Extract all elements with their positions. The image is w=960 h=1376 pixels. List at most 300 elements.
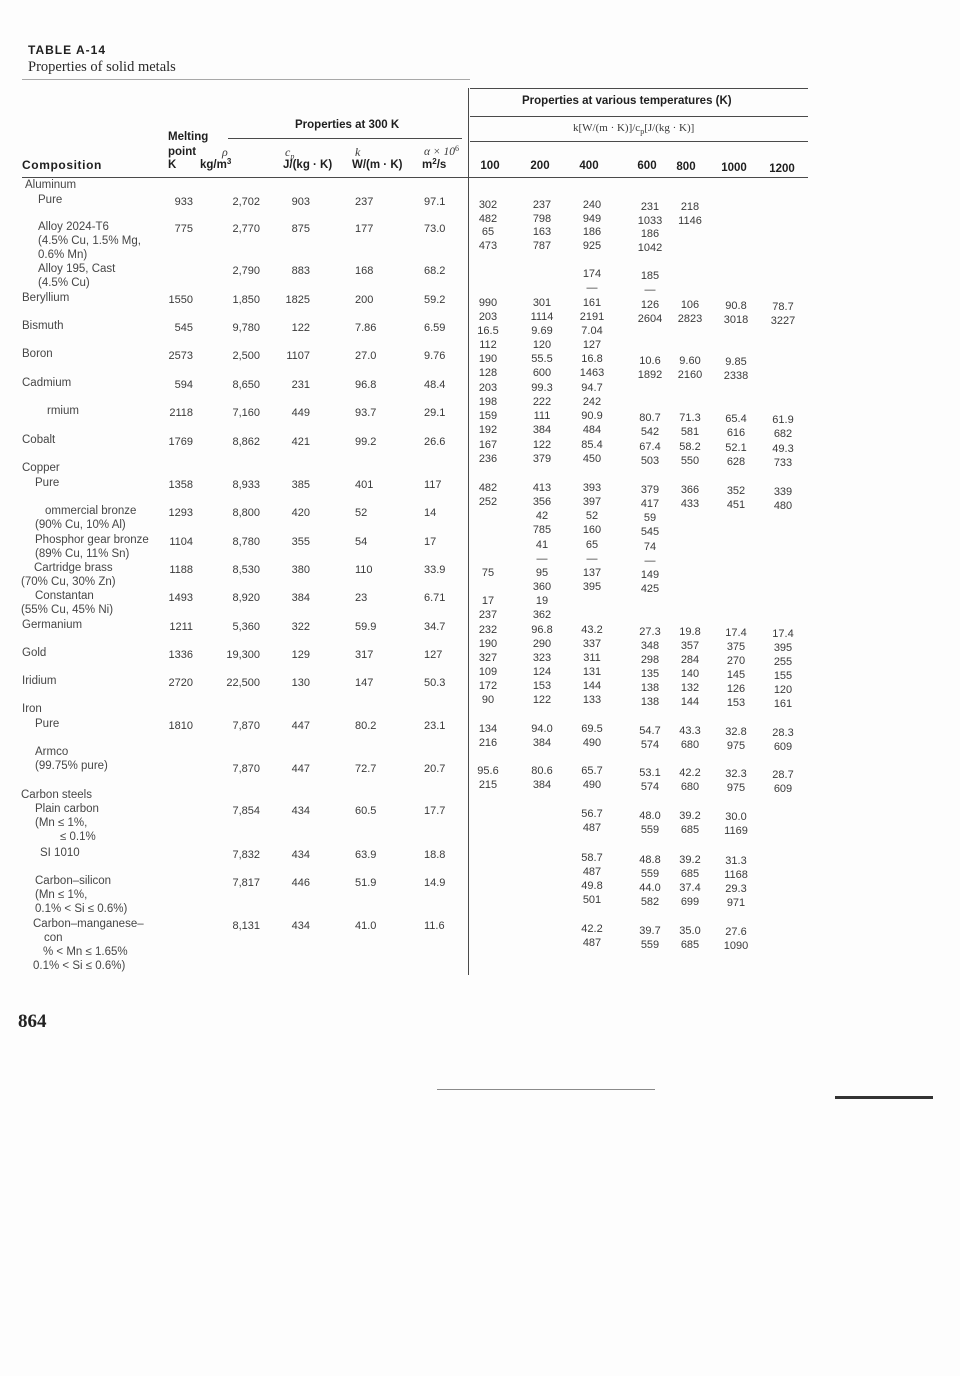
cell-melting-point: 2118 [169,407,193,419]
cell-k-at-temperature: 167 [478,439,498,451]
cell-thermal-diffusivity: 97.1 [424,196,446,208]
cell-melting-point: 1769 [168,436,193,448]
cell-cp-at-temperature: 1169 [724,825,748,837]
cell-density: 7,870 [232,720,260,732]
cell-density: 22,500 [226,677,260,689]
cell-cp-at-temperature: 237 [478,609,498,621]
cell-cp-at-temperature: 925 [582,240,602,252]
temperatures-top-rule [470,88,808,89]
row-label: 0.1% < Si ≤ 0.6%) [35,903,128,915]
cell-k-at-temperature: 190 [478,353,498,365]
row-label: Pure [35,718,60,730]
cell-cp-at-temperature: 1090 [723,940,749,952]
cell-cp-at-temperature: 160 [582,524,602,536]
cell-specific-heat: 129 [291,649,310,661]
row-label: (55% Cu, 45% Ni) [21,604,114,616]
row-label: (90% Cu, 10% Al) [35,519,126,531]
cell-thermal-diffusivity: 6.59 [424,322,446,334]
cell-k-at-temperature: 10.6 [639,355,661,367]
cell-cp-at-temperature: 482 [478,213,498,225]
temperature-header-100: 100 [480,160,500,172]
cell-cp-at-temperature: 559 [640,939,660,951]
cell-density: 9,780 [232,322,260,334]
row-label: (4.5% Cu) [38,277,90,289]
row-label: Bismuth [22,320,64,332]
table-caption: Properties of solid metals [28,59,176,75]
cell-cp-at-temperature: 501 [582,894,602,906]
cell-k-at-temperature: 43.3 [679,725,701,737]
row-label: rmium [47,405,79,417]
cell-specific-heat: 380 [291,564,310,576]
row-label: 0.1% < Si ≤ 0.6%) [33,960,126,972]
melting-header-line1: Melting [168,131,209,143]
cell-thermal-conductivity: 72.7 [355,763,377,775]
row-label: Cobalt [22,434,56,446]
specific-heat-symbol [285,145,294,159]
cell-specific-heat: 1825 [285,294,310,306]
cell-k-at-temperature: 71.3 [679,412,701,424]
cell-cp-at-temperature: 699 [680,896,700,908]
cell-cp-at-temperature: — [536,553,548,565]
cell-cp-at-temperature: 971 [726,897,746,909]
cell-cp-at-temperature: 384 [532,424,552,436]
row-label: Carbon–manganese– [33,918,144,930]
cell-cp-at-temperature: 153 [726,697,746,709]
cell-thermal-conductivity: 110 [355,564,373,576]
cell-cp-at-temperature: 357 [680,640,700,652]
diffusivity-unit [422,158,446,172]
cell-cp-at-temperature: 2823 [677,313,703,325]
cell-k-at-temperature: 126 [640,299,660,311]
cell-cp-at-temperature: 128 [478,367,498,379]
cell-k-at-temperature: 255 [773,656,793,668]
cell-k-at-temperature: 323 [532,652,552,664]
temperatures-quantity-sub: p [640,127,645,136]
cell-k-at-temperature: 95 [535,567,549,579]
cell-k-at-temperature: 240 [582,199,602,211]
cell-k-at-temperature: 163 [532,226,552,238]
cell-thermal-conductivity: 177 [355,223,374,235]
cell-k-at-temperature: 111 [533,410,551,422]
temperatures-quantity-cp: [J/(kg · K)] [644,122,695,134]
cell-specific-heat: 231 [291,379,310,391]
cell-specific-heat: 434 [291,920,310,932]
cell-k-at-temperature: 94.0 [531,723,553,735]
cell-k-at-temperature: 27.3 [639,626,661,638]
cell-k-at-temperature: 48.0 [639,810,661,822]
cell-k-at-temperature: 65.4 [725,413,747,425]
composition-header: Composition [22,158,102,172]
cell-cp-at-temperature: 609 [773,783,793,795]
cell-k-at-temperature: 16.8 [581,353,603,365]
cell-density: 5,360 [232,621,260,633]
cell-thermal-diffusivity: 34.7 [424,621,446,633]
temperature-header-1200: 1200 [769,163,795,175]
cell-k-at-temperature: 17 [481,595,495,607]
section-heading: Copper [22,462,60,474]
cell-cp-at-temperature: 2604 [637,313,663,325]
temperatures-quantity-rule [470,141,808,142]
cell-k-at-temperature: 203 [478,382,498,394]
cell-k-at-temperature: 186 [640,228,660,240]
cell-melting-point: 1550 [168,294,193,306]
cell-k-at-temperature: 17.4 [772,628,794,640]
cell-thermal-conductivity: 59.9 [355,621,377,633]
specific-heat-symbol-base: c [285,145,291,159]
cell-specific-heat: 875 [291,223,310,235]
cell-density: 8,650 [232,379,260,391]
cell-cp-at-temperature: 360 [532,581,552,593]
cell-k-at-temperature: 48.8 [639,854,661,866]
cell-density: 8,862 [232,436,260,448]
cell-melting-point: 1493 [168,592,193,604]
temperature-header-800: 800 [676,161,696,173]
cell-thermal-diffusivity: 6.71 [424,592,446,604]
cell-k-at-temperature: 174 [582,268,602,280]
cell-k-at-temperature: 94.7 [581,382,603,394]
cell-thermal-diffusivity: 50.3 [424,677,446,689]
cell-specific-heat: 122 [291,322,310,334]
cell-specific-heat: 883 [291,265,310,277]
row-label: (4.5% Cu, 1.5% Mg, [38,235,141,247]
cell-k-at-temperature: 58.7 [581,852,603,864]
cell-k-at-temperature: 49.3 [772,443,794,455]
cell-melting-point: 2720 [168,677,193,689]
cell-density: 7,817 [232,877,260,889]
row-label: Carbon–silicon [35,875,112,887]
cell-k-at-temperature: 120 [773,684,793,696]
cell-thermal-conductivity: 96.8 [355,379,377,391]
cell-cp-at-temperature: 582 [640,896,660,908]
cell-cp-at-temperature: 1892 [637,369,663,381]
melting-header-unit: K [168,159,177,171]
cell-cp-at-temperature: 545 [640,526,660,538]
cell-thermal-conductivity: 237 [355,196,374,208]
cell-density: 19,300 [226,649,260,661]
specific-heat-symbol-sub: p [290,152,295,161]
cell-cp-at-temperature: 135 [640,668,660,680]
cell-k-at-temperature: 482 [478,482,498,494]
cell-k-at-temperature: 161 [582,297,602,309]
cell-specific-heat: 385 [291,479,310,491]
cell-cp-at-temperature: 785 [532,524,552,536]
cell-cp-at-temperature: 542 [640,426,660,438]
cell-density: 8,131 [232,920,260,932]
cell-cp-at-temperature: — [644,284,656,296]
cell-k-at-temperature: 44.0 [639,882,661,894]
cell-cp-at-temperature: 384 [532,737,552,749]
row-label: (Mn ≤ 1%, [35,817,88,829]
cell-cp-at-temperature: 798 [532,213,552,225]
cell-cp-at-temperature: 451 [726,499,746,511]
cell-density: 8,780 [232,536,260,548]
cell-k-at-temperature: 32.3 [725,768,747,780]
cell-thermal-conductivity: 41.0 [355,920,377,932]
cell-specific-heat: 447 [291,763,310,775]
cell-melting-point: 1188 [169,564,193,576]
cell-k-at-temperature: 352 [726,485,746,497]
cell-cp-at-temperature: 550 [680,455,700,467]
cell-melting-point: 2573 [168,350,193,362]
temperature-header-1000: 1000 [721,162,747,174]
temperature-header-600: 600 [637,160,657,172]
cell-thermal-conductivity: 168 [355,265,374,277]
cell-k-at-temperature: 16.5 [477,325,499,337]
cell-cp-at-temperature: 190 [478,638,498,650]
cell-k-at-temperature: 58.2 [679,441,701,453]
cell-k-at-temperature: 56.7 [581,808,603,820]
row-label: Alloy 2024-T6 [38,221,109,233]
table-label: TABLE A-14 [28,43,107,57]
cell-cp-at-temperature: 348 [640,640,660,652]
cell-k-at-temperature: 138 [640,682,660,694]
cell-k-at-temperature: 9.85 [725,356,747,368]
cell-k-at-temperature: 96.8 [531,624,553,636]
cell-cp-at-temperature: 480 [773,500,793,512]
cell-thermal-conductivity: 63.9 [355,849,377,861]
cell-cp-at-temperature: 433 [680,498,700,510]
cell-k-at-temperature: 31.3 [725,855,747,867]
cell-cp-at-temperature: 2160 [677,369,703,381]
cell-cp-at-temperature: — [586,553,598,565]
cell-k-at-temperature: 19 [535,595,549,607]
cell-k-at-temperature: 41 [535,539,549,551]
cell-k-at-temperature: 75 [481,567,495,579]
cell-cp-at-temperature: 975 [726,740,746,752]
cell-thermal-conductivity: 99.2 [355,436,377,448]
cell-cp-at-temperature: — [644,555,656,567]
cell-k-at-temperature: 237 [532,199,552,211]
cell-cp-at-temperature: 356 [532,496,552,508]
cell-k-at-temperature: 19.8 [679,626,701,638]
cell-k-at-temperature: 90.8 [725,300,747,312]
cell-specific-heat: 420 [291,507,310,519]
section-heading: Aluminum [25,179,77,191]
cell-cp-at-temperature: 122 [532,694,552,706]
cell-cp-at-temperature: 487 [582,937,602,949]
cell-k-at-temperature: 231 [640,201,660,213]
row-label: Germanium [22,619,83,631]
specific-heat-unit: J/(kg · K) [283,159,333,171]
cell-thermal-diffusivity: 20.7 [424,763,446,775]
row-label: Iridium [22,675,57,687]
cell-k-at-temperature: 65.7 [581,765,603,777]
cell-cp-at-temperature: 124 [532,666,552,678]
cell-k-at-temperature: 90.9 [581,410,603,422]
diffusivity-symbol-base: α × 10 [424,146,456,158]
cell-k-at-temperature: 59 [643,512,657,524]
row-label: 0.6% Mn) [38,249,88,261]
row-label: (70% Cu, 30% Zn) [21,576,116,588]
cell-density: 2,790 [232,265,260,277]
cell-k-at-temperature: 39.2 [679,810,701,822]
cell-thermal-conductivity: 23 [355,592,368,604]
cell-cp-at-temperature: 487 [582,866,602,878]
cell-cp-at-temperature: 949 [582,213,602,225]
cell-k-at-temperature: 29.3 [725,883,747,895]
cell-k-at-temperature: 53.1 [639,767,661,779]
cell-cp-at-temperature: 484 [582,424,602,436]
cell-melting-point: 1293 [168,507,193,519]
cell-k-at-temperature: 99.3 [531,382,553,394]
cell-cp-at-temperature: 192 [478,424,498,436]
cell-specific-heat: 434 [291,805,310,817]
cell-cp-at-temperature: 787 [532,240,552,252]
cell-density: 7,854 [232,805,260,817]
cell-cp-at-temperature: 2338 [723,370,749,382]
diffusivity-unit-base: m [422,159,433,171]
cell-thermal-diffusivity: 17.7 [424,805,446,817]
cell-cp-at-temperature: 975 [726,782,746,794]
cell-thermal-conductivity: 93.7 [355,407,377,419]
cell-k-at-temperature: 42.2 [679,767,701,779]
cell-k-at-temperature: 393 [582,482,602,494]
cell-k-at-temperature: 284 [680,654,700,666]
cell-k-at-temperature: 78.7 [772,301,794,313]
cell-k-at-temperature: 52.1 [725,442,747,454]
page-number: 864 [18,1011,47,1032]
cell-specific-heat: 447 [291,720,310,732]
cell-cp-at-temperature: 395 [582,581,602,593]
cell-cp-at-temperature: 395 [773,642,793,654]
cell-cp-at-temperature: 120 [532,339,552,351]
cell-k-at-temperature: 137 [582,567,602,579]
cell-cp-at-temperature: 503 [640,455,660,467]
cell-cp-at-temperature: 490 [582,779,602,791]
cell-cp-at-temperature: 203 [478,311,498,323]
cell-k-at-temperature: 39.7 [639,925,661,937]
cell-melting-point: 1211 [169,621,193,633]
row-label: Armco [35,746,69,758]
row-label: Alloy 195, Cast [38,263,116,275]
cell-thermal-conductivity: 200 [355,294,374,306]
cell-k-at-temperature: 37.4 [679,882,701,894]
cell-cp-at-temperature: 198 [478,396,498,408]
cell-k-at-temperature: 49.8 [581,880,603,892]
cell-melting-point: 933 [174,196,193,208]
cell-k-at-temperature: 270 [726,655,746,667]
row-label: ommercial bronze [45,505,137,517]
row-label: Cadmium [22,377,72,389]
cell-cp-at-temperature: 473 [478,240,498,252]
cell-cp-at-temperature: 680 [680,739,700,751]
row-label: SI 1010 [40,847,80,859]
cell-thermal-conductivity: 80.2 [355,720,377,732]
row-label: Boron [22,348,53,360]
cell-k-at-temperature: 43.2 [581,624,603,636]
temperatures-group-heading: Properties at various temperatures (K) [522,95,732,107]
cell-cp-at-temperature: 397 [582,496,602,508]
cell-k-at-temperature: 185 [640,270,660,282]
cell-k-at-temperature: 232 [478,624,498,636]
cell-cp-at-temperature: 685 [680,824,700,836]
cell-k-at-temperature: 54.7 [639,725,661,737]
cell-cp-at-temperature: 574 [640,739,660,751]
cell-k-at-temperature: 27.6 [725,926,747,938]
cell-cp-at-temperature: 144 [680,696,700,708]
cell-k-at-temperature: 9.69 [531,325,553,337]
cell-k-at-temperature: 186 [582,226,602,238]
row-label: Plain carbon [35,803,99,815]
row-label: Constantan [35,590,94,602]
temperatures-group-rule [470,116,808,117]
cell-specific-heat: 384 [291,592,310,604]
row-label: Gold [22,647,47,659]
cell-k-at-temperature: 85.4 [581,439,603,451]
melting-header-line2: point [168,146,197,158]
cell-density: 7,160 [232,407,260,419]
cell-cp-at-temperature: 1168 [724,869,748,881]
row-label: % < Mn ≤ 1.65% [43,946,128,958]
cell-k-at-temperature: 80.6 [531,765,553,777]
cell-density: 2,770 [232,223,260,235]
cell-k-at-temperature: 172 [478,680,498,692]
cell-thermal-diffusivity: 26.6 [424,436,446,448]
cell-k-at-temperature: 52 [585,510,599,522]
cell-thermal-diffusivity: 117 [424,479,442,491]
cell-k-at-temperature: 42.2 [581,923,603,935]
cell-cp-at-temperature: 216 [478,737,498,749]
cell-density: 7,832 [232,849,260,861]
cell-cp-at-temperature: 628 [726,456,746,468]
row-label: Phosphor gear bronze [35,534,149,546]
cell-cp-at-temperature: 236 [478,453,498,465]
cell-cp-at-temperature: 685 [680,868,700,880]
cell-melting-point: 775 [174,223,193,235]
cell-cp-at-temperature: — [586,282,598,294]
cell-cp-at-temperature: 1114 [530,311,554,323]
cell-k-at-temperature: 28.7 [772,769,794,781]
cell-cp-at-temperature: 362 [532,609,552,621]
row-label: (99.75% pure) [35,760,108,772]
cell-thermal-diffusivity: 17 [424,536,437,548]
cell-cp-at-temperature: 600 [532,367,552,379]
footer-rule [437,1089,655,1090]
cell-k-at-temperature: 413 [532,482,552,494]
cell-cp-at-temperature: 559 [640,868,660,880]
cell-cp-at-temperature: 616 [726,427,746,439]
cell-specific-heat: 130 [291,677,310,689]
cell-k-at-temperature: 126 [726,683,746,695]
cell-density: 7,870 [232,763,260,775]
diffusivity-symbol [424,145,459,159]
cell-k-at-temperature: 17.4 [725,627,747,639]
cell-k-at-temperature: 218 [680,201,700,213]
cell-density: 8,530 [232,564,260,576]
cell-k-at-temperature: 339 [773,486,793,498]
temperatures-quantity-k: k[W/(m · K)]/c [573,122,641,134]
cell-k-at-temperature: 106 [680,299,700,311]
cell-cp-at-temperature: 425 [640,583,660,595]
diffusivity-unit-exponent: 2 [432,157,437,166]
cell-thermal-conductivity: 52 [355,507,368,519]
header-bottom-rule [22,177,808,178]
cell-k-at-temperature: 95.6 [477,765,499,777]
cell-k-at-temperature: 149 [640,569,660,581]
cell-cp-at-temperature: 3227 [770,315,796,327]
cell-cp-at-temperature: 733 [773,457,793,469]
row-label: Cartridge brass [34,562,113,574]
cell-thermal-diffusivity: 73.0 [424,223,446,235]
row-label: Pure [35,477,60,489]
cell-cp-at-temperature: 242 [582,396,602,408]
cell-k-at-temperature: 65 [585,539,599,551]
cell-density: 8,800 [232,507,260,519]
cell-cp-at-temperature: 290 [532,638,552,650]
cell-thermal-diffusivity: 14.9 [424,877,446,889]
cell-cp-at-temperature: 682 [773,428,793,440]
cell-specific-heat: 421 [291,436,310,448]
